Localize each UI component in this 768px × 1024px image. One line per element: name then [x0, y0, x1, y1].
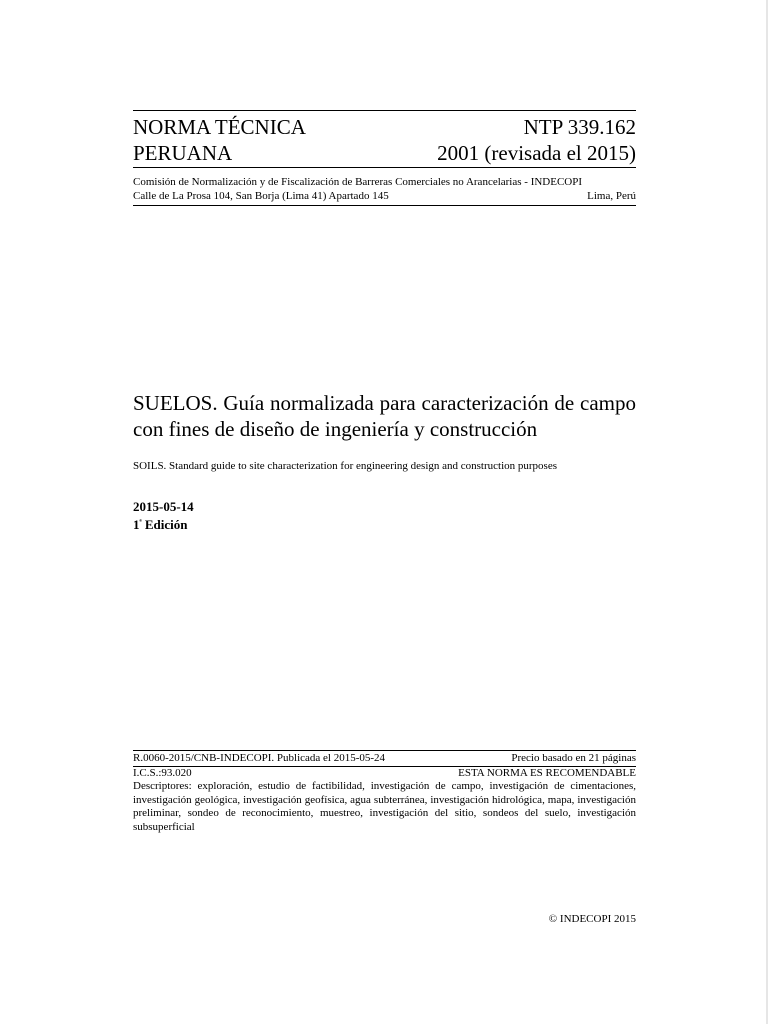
recommendation-label: ESTA NORMA ES RECOMENDABLE — [458, 767, 636, 779]
edition-label — [133, 517, 636, 533]
copyright-notice: © INDECOPI 2015 — [548, 913, 636, 925]
edition-word: Edición — [141, 517, 188, 532]
organization-rule — [133, 205, 636, 206]
standard-type-label: NORMA TÉCNICA — [133, 115, 306, 139]
footer-row-2 — [133, 767, 636, 780]
header-row-1 — [133, 114, 636, 140]
footer-top-rule — [133, 750, 636, 751]
organization-row — [133, 176, 636, 189]
standard-code: NTP 339.162 — [523, 115, 636, 139]
edition-number: 1 — [133, 517, 140, 532]
copyright-row — [133, 913, 636, 926]
standard-year: 2001 (revisada el 2015) — [437, 141, 636, 165]
header-bottom-rule — [133, 167, 636, 168]
edition-superscript: ª — [139, 518, 142, 526]
header-row-2 — [133, 140, 636, 166]
organization-name: Comisión de Normalización y de Fiscalización de Barreras Comerciales no Arancelarias - INDECOPI — [133, 176, 583, 188]
footer-row-1 — [133, 752, 636, 765]
top-rule — [133, 110, 636, 111]
document-title-english: SOILS. Standard guide to site characterization for engineering design and construction purposes — [133, 460, 557, 472]
document-title: SUELOS. Guía normalizada para caracterización de campo con fines de diseño de ingeniería y construcción — [133, 391, 636, 441]
resolution-info: R.0060-2015/CNB-INDECOPI. Publicada el 2015-05-24 — [133, 752, 386, 764]
edition-date: 2015-05-14 — [133, 499, 194, 514]
descriptors-text: Descriptores: exploración, estudio de factibilidad, investigación de campo, investigación de cimentaciones, investigación geológica, investigación geofísica, agua subterránea, investigación hidrológica, mapa, investigación preliminar, sondeo de reconocimiento, muestreo, investigación del sitio, sondeos del suelo, investigación subsuperficial — [133, 780, 636, 833]
address-row — [133, 190, 636, 203]
ics-code: I.C.S.:93.020 — [133, 767, 192, 779]
standard-country-label: PERUANA — [133, 141, 233, 165]
organization-address: Calle de La Prosa 104, San Borja (Lima 41) Apartado 145 — [133, 190, 389, 202]
price-info: Precio basado en 21 páginas — [511, 752, 636, 764]
organization-city: Lima, Perú — [587, 190, 636, 202]
